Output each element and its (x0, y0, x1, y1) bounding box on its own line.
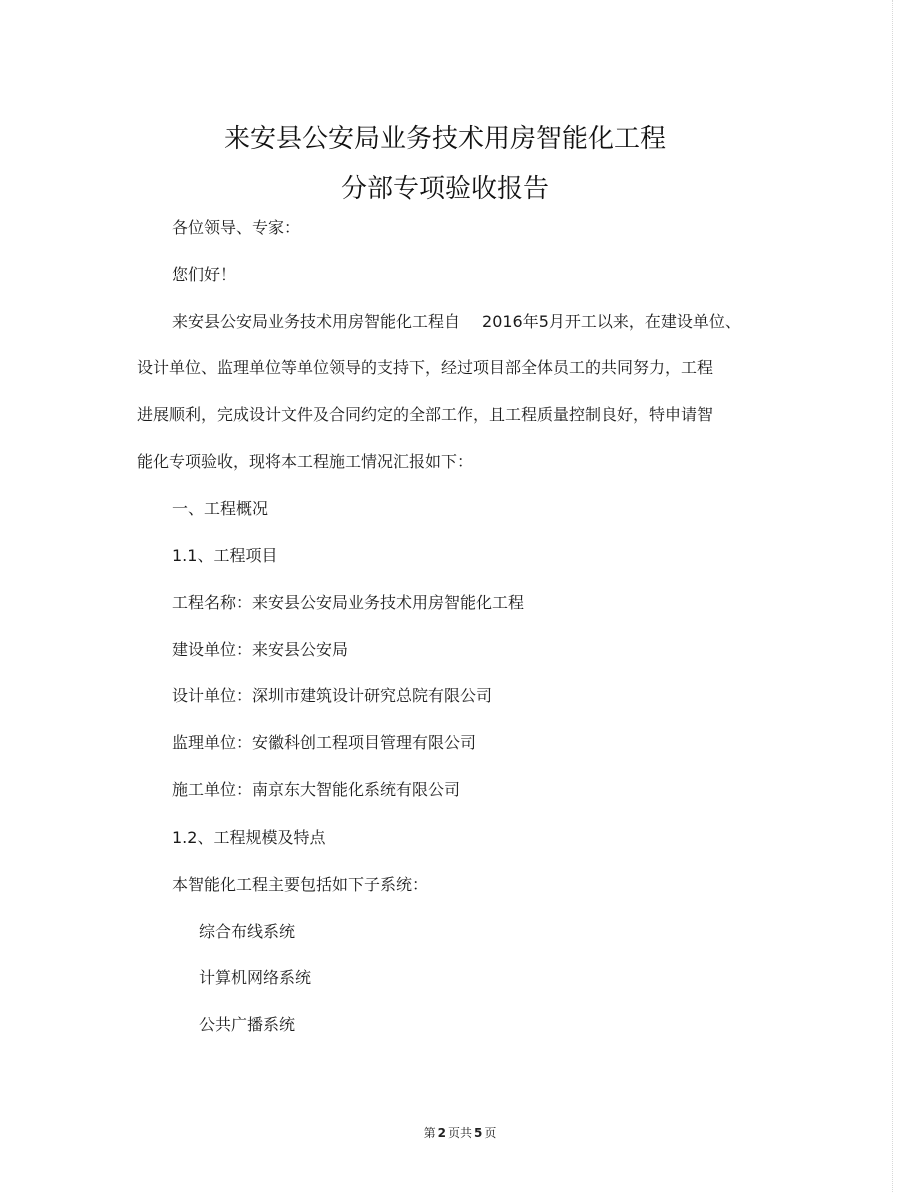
subsection-heading-scale: 1.2、工程规模及特点 (172, 828, 326, 847)
page-edge-divider (892, 0, 893, 1192)
construction-unit: 施工单位：南京东大智能化系统有限公司 (172, 780, 461, 799)
greeting: 各位领导、专家： (172, 218, 301, 237)
document-title-line1: 来安县公安局业务技术用房智能化工程 (223, 124, 666, 154)
intro-line-1 (172, 312, 741, 332)
project-name: 工程名称：来安县公安局业务技术用房智能化工程 (172, 593, 525, 612)
footer-total-pages: 5 (474, 1126, 483, 1140)
section-heading-overview: 一、工程概况 (172, 499, 269, 518)
intro-line-2: 设计单位、监理单位等单位领导的支持下，经过项目部全体员工的共同努力，工程 (137, 358, 714, 377)
owner-unit: 建设单位：来安县公安局 (172, 640, 349, 659)
subsection-heading-project: 1.1、工程项目 (172, 546, 278, 565)
footer-prefix: 第 (423, 1126, 436, 1140)
footer-middle: 页共 (447, 1126, 472, 1140)
system-item: 公共广播系统 (199, 1015, 296, 1034)
document-title-line2: 分部专项验收报告 (340, 174, 549, 204)
system-item: 综合布线系统 (199, 922, 296, 941)
footer-suffix: 页 (484, 1126, 497, 1140)
hello-line: 您们好！ (172, 265, 237, 284)
intro-line-3: 进展顺利，完成设计文件及合同约定的全部工作，且工程质量控制良好，特申请智 (137, 405, 714, 424)
design-unit: 设计单位：深圳市建筑设计研究总院有限公司 (172, 686, 493, 705)
page-footer (0, 1124, 920, 1141)
intro-line-1a: 来安县公安局业务技术用房智能化工程自 (172, 312, 461, 331)
intro-line-4: 能化专项验收，现将本工程施工情况汇报如下： (137, 452, 474, 471)
system-item: 计算机网络系统 (199, 968, 312, 987)
footer-page-number: 2 (437, 1126, 446, 1140)
systems-intro: 本智能化工程主要包括如下子系统： (172, 875, 429, 894)
intro-line-1b: 2016年5月开工以来，在建设单位、 (482, 312, 741, 331)
supervision-unit: 监理单位：安徽科创工程项目管理有限公司 (172, 733, 477, 752)
